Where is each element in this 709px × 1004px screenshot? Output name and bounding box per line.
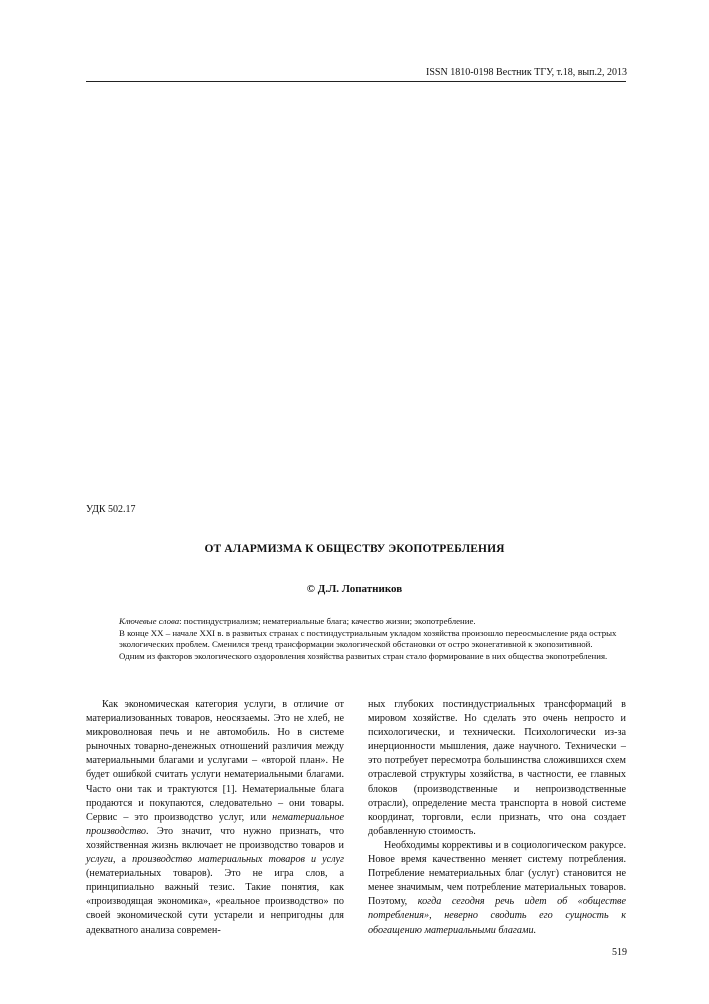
body-paragraph <box>86 698 344 938</box>
text-run: Как экономическая категория услуги, в отличие от материализованных товаров, неосязаемы. Это не хлеб, не микроволновая печь и не автомобиль. Но в системе рыночных товарно-денежных отношений различия между материальными благами и услугами – «второй план». Не будет ошибкой считать услуги нематериальными благами. Часто они так и трактуются [1]. Нематериальные блага продаются и покупаются, следовательно – они товары. Сервис – это производство услуг, или <box>86 699 344 823</box>
text-run: (нематериальных товаров). Это не игра слов, а принципиально важный тезис. Такие понятия, как «производящая экономика», «реальное производство» по своей экономической сути устарели и непригодны для адекватного анализа современ- <box>86 868 344 936</box>
abstract-text: В конце XX – начале XXI в. в развитых странах с постиндустриальным укладом хозяйства произошло переосмысление ряда острых экологических проблем. Сменился тренд трансформации экологической обстановки от остро эконегативной к экопозитивной. Одним из факторов экологического оздоровления хозяйства развитых стран стало формирование в них общества экопотребления. <box>119 627 617 661</box>
keywords-label: Ключевые слова <box>119 616 180 626</box>
italic-run: нематериальное производство <box>86 811 344 837</box>
running-header: ISSN 1810-0198 Вестник ТГУ, т.18, вып.2, 2013 <box>426 67 627 78</box>
italic-run: услуги <box>86 854 113 866</box>
header-divider <box>86 81 626 82</box>
abstract <box>119 616 619 662</box>
text-run: . Это значит, что нужно признать, что хозяйственная жизнь включает не производство товаров и <box>86 825 344 851</box>
body-column-left <box>86 698 344 938</box>
article-title: ОТ АЛАРМИЗМА К ОБЩЕСТВУ ЭКОПОТРЕБЛЕНИЯ <box>204 543 505 555</box>
text-run: Необходимы коррективы и в социологическом ракурсе. Новое время качественно меняет систему потребления. Потребление нематериальных благ (услуг) становится не менее значимым, чем потребление материальных товаров. Поэтому, <box>368 839 626 908</box>
keywords-text: : постиндустриализм; нематериальные блага; качество жизни; экопотребление. <box>179 616 476 626</box>
article-author: © Д.Л. Лопатников <box>306 583 403 595</box>
italic-run: когда сегодня речь идет об «обществе потребления», неверно сводить его сущность к обогащению материальными благами. <box>368 896 626 936</box>
udk-code: УДК 502.17 <box>86 504 136 515</box>
body-paragraph: ных глубоких постиндустриальных трансформаций в мировом хозяйстве. Но сделать это очень непросто и психологически, и технически. Психологически из-за инерционности мышления, даже научного. Технически – это потребует пересмотра большинства сложившихся схем отраслевой структуры хозяйства, в частности, ее главных блоков (производственные и непроизводственные отрасли), определение места транспорта в новой системе координат, торговли, если признать, что она создает добавленную стоимость. <box>368 699 626 837</box>
body-column-right <box>368 698 626 938</box>
italic-run: производство материальных товаров и услуг <box>132 854 344 866</box>
body-paragraph <box>368 839 626 938</box>
text-run: , а <box>112 854 133 866</box>
keywords <box>119 616 619 628</box>
page-number: 519 <box>612 947 627 958</box>
